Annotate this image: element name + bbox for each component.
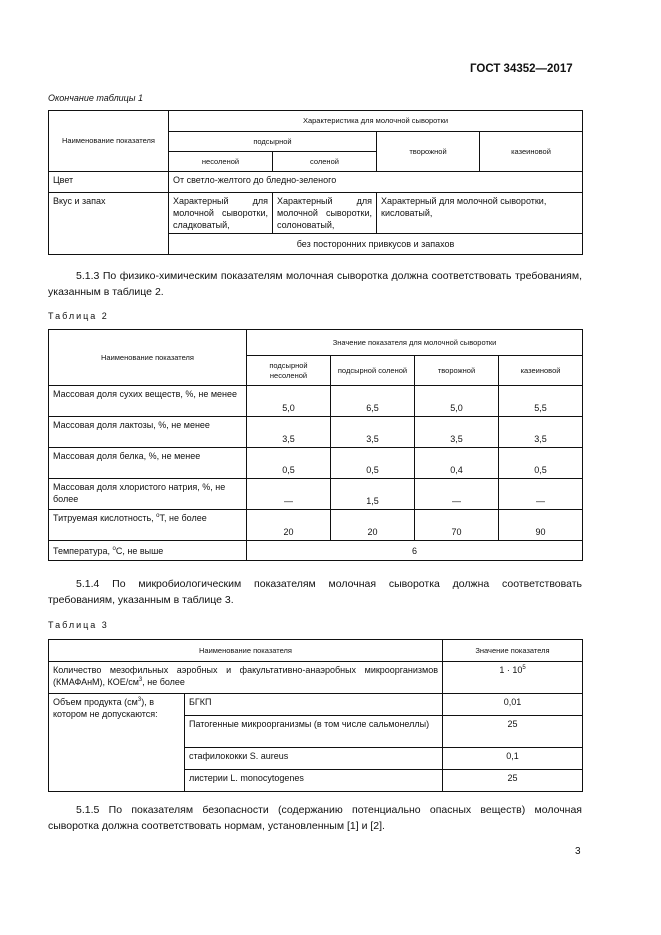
table3-label: Таблица 3 [48, 620, 109, 630]
table1-cell: без посторонних привкусов и запахов [169, 234, 583, 255]
table2-cell: 6,5 [331, 386, 415, 417]
table1-cell: От светло-желтого до бледно-зеленого [169, 172, 583, 193]
table2-label: Таблица 2 [48, 311, 109, 321]
table1-cell: Характерный для молочной сыворотки, кисловатый, [377, 193, 583, 234]
paragraph-5-1-4: 5.1.4 По микробиологическим показателям молочная сыворотка должна соответствовать требованиям, указанным в таблице 3. [48, 578, 582, 606]
table2-cell: 0,5 [331, 448, 415, 479]
table1-row-name: Вкус и запах [49, 193, 169, 255]
table2-col-header: подсырной соленой [331, 356, 415, 386]
table1-row-name: Цвет [49, 172, 169, 193]
table1-col-name: Наименование показателя [49, 111, 169, 172]
table1-cell: Характерный для молочной сыворотки, солоноватый, [273, 193, 377, 234]
table2-cell: 20 [331, 510, 415, 541]
table3-row-name: Патогенные микроорганизмы (в том числе сальмонеллы) [185, 716, 443, 748]
table3-row-name: БГКП [185, 694, 443, 716]
table2-cell: 3,5 [247, 417, 331, 448]
table3-cell: 0,1 [443, 748, 583, 770]
table2-col-name: Наименование показателя [49, 330, 247, 386]
table2-row-name: Массовая доля белка, %, не менее [49, 448, 247, 479]
table3-row-name: Количество мезофильных аэробных и факультативно-анаэробных микроорганизмов (КМАФАнМ), КОЕ/$см^3$, не более [49, 662, 443, 694]
table3-col-name: Наименование показателя [49, 640, 443, 662]
table2-cell: 5,5 [499, 386, 583, 417]
table2-col-header: творожной [415, 356, 499, 386]
table1-col-header: несоленой [169, 152, 273, 172]
table1-col-header: казеиновой [480, 132, 583, 172]
paragraph-5-1-5: 5.1.5 По показателям безопасности (содержанию потенциально опасных веществ) молочная сыворотка должна соответствовать нормам, установленным [1] и [2]. [48, 804, 582, 832]
page-number: 3 [575, 846, 581, 857]
table2-cell: — [247, 479, 331, 510]
table3-cell: 25 [443, 716, 583, 748]
table3-col-value: Значение показателя [443, 640, 583, 662]
table3-row-name: стафилококки S. aureus [185, 748, 443, 770]
table2-cell: — [415, 479, 499, 510]
table2-row-name: Титруемая кислотность, $^о$Т, не более [49, 510, 247, 541]
table-1 [48, 110, 583, 255]
table1-col-header: соленой [273, 152, 377, 172]
table2-group-header: Значение показателя для молочной сыворотки [247, 330, 583, 356]
table1-subheader: подсырной [169, 132, 377, 152]
table1-caption: Окончание таблицы 1 [48, 93, 143, 103]
table2-cell: 70 [415, 510, 499, 541]
standard-number: ГОСТ 34352—2017 [470, 63, 573, 75]
table2-cell: 5,0 [415, 386, 499, 417]
table2-cell: — [499, 479, 583, 510]
table2-cell: 0,5 [247, 448, 331, 479]
paragraph-5-1-3: 5.1.3 По физико-химическим показателям молочная сыворотка должна соответствовать требованиям, указанным в таблице 2. [48, 270, 582, 298]
table2-cell: 20 [247, 510, 331, 541]
table2-cell: 5,0 [247, 386, 331, 417]
table2-row-name: Массовая доля лактозы, %, не менее [49, 417, 247, 448]
table3-cell: 25 [443, 770, 583, 792]
table-2 [48, 329, 583, 561]
table2-cell: 3,5 [415, 417, 499, 448]
table-3 [48, 639, 583, 792]
table2-col-header: казеиновой [499, 356, 583, 386]
table2-cell: 0,4 [415, 448, 499, 479]
table2-cell: 0,5 [499, 448, 583, 479]
table3-cell: 0,01 [443, 694, 583, 716]
table2-cell: 6 [247, 541, 583, 561]
table3-row-name: листерии L. monocytogenes [185, 770, 443, 792]
table2-row-name: Температура, $^о$С, не выше [49, 541, 247, 561]
table1-cell: Характерный для молочной сыворотки, сладковатый, [169, 193, 273, 234]
table3-volume-label: Объем продукта $(см^3)$, в котором не допускаются: [49, 694, 185, 792]
table2-cell: 3,5 [499, 417, 583, 448]
table2-col-header: подсырной несоленой [247, 356, 331, 386]
table1-col-header: творожной [377, 132, 480, 172]
table2-cell: 3,5 [331, 417, 415, 448]
table3-cell: $1 \cdot 10^5$ [443, 662, 583, 694]
table2-cell: 90 [499, 510, 583, 541]
table2-row-name: Массовая доля хлористого натрия, %, не более [49, 479, 247, 510]
table2-cell: 1,5 [331, 479, 415, 510]
table1-group-header: Характеристика для молочной сыворотки [169, 111, 583, 132]
table2-row-name: Массовая доля сухих веществ, %, не менее [49, 386, 247, 417]
